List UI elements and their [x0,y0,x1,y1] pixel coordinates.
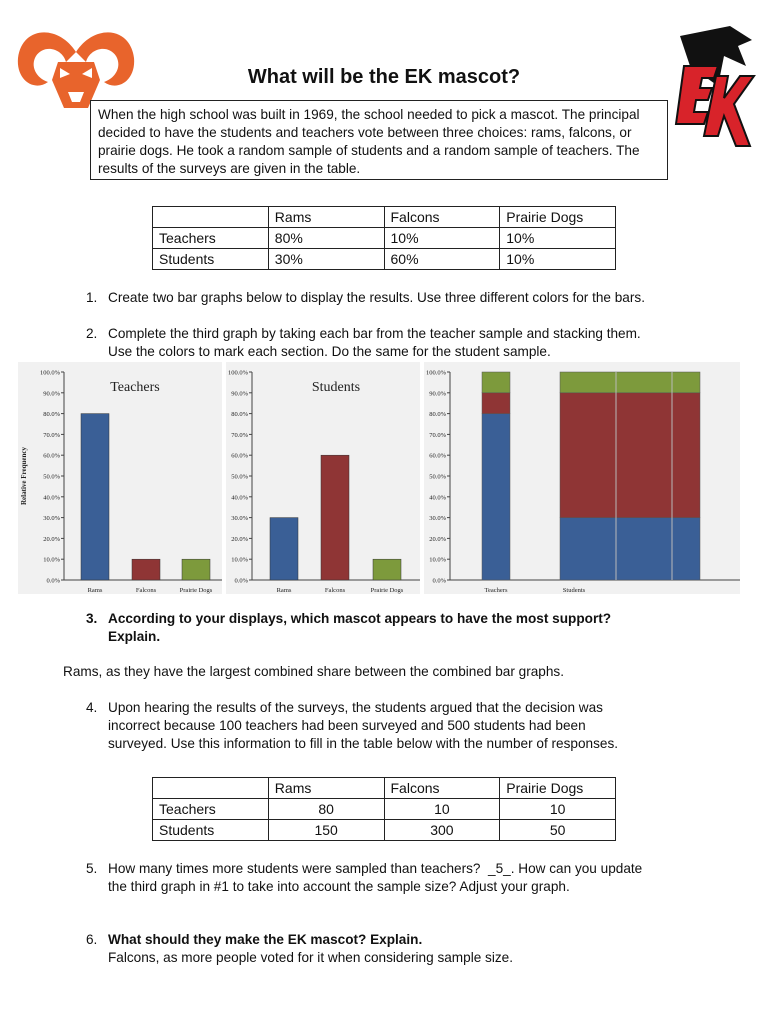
table-cell: 50 [500,820,616,841]
table-cell: Prairie Dogs [500,778,616,799]
question-number: 3. [86,611,98,626]
x-tick-label: Rams [87,587,103,594]
question-text: . How can you update [510,861,643,876]
count-table [152,777,616,841]
table-cell: 10% [384,228,500,249]
question-5 [86,860,746,896]
question-number: 1. [86,290,98,305]
stacked-bar-segment [482,393,510,414]
bar [373,559,401,580]
question-text: Complete the third graph by taking each bar from the teacher sample and stacking them. [108,326,641,341]
bar [270,518,298,580]
y-tick-label: 30.0% [429,515,446,523]
chart-title: Students [311,380,361,395]
table-cell: Teachers [153,799,269,820]
question-text: Create two bar graphs below to display the results. Use three different colors for the bars. [108,290,645,305]
chart-title: Teachers [110,380,160,395]
y-tick-label: 80.0% [429,411,446,419]
y-tick-label: 10.0% [231,556,248,564]
ek-falcon-logo [660,26,760,166]
question-1 [86,289,746,307]
table-cell: Falcons [384,207,500,228]
question-number: 6. [86,932,98,947]
table-cell: 10 [384,799,500,820]
x-tick-label: Falcons [135,587,157,594]
bar [132,559,160,580]
table-cell: Teachers [153,228,269,249]
x-tick-label: Rams [276,587,292,594]
y-tick-label: 70.0% [43,431,60,439]
percent-table [152,206,616,270]
y-tick-label: 60.0% [231,452,248,460]
y-tick-label: 60.0% [43,452,60,460]
y-tick-label: 60.0% [429,452,446,460]
table-cell: 80% [268,228,384,249]
stacked-bar-segment [482,414,510,580]
table-row [153,249,616,270]
table-cell: Prairie Dogs [500,207,616,228]
bar [321,455,349,580]
y-tick-label: 10.0% [429,556,446,564]
y-tick-label: 70.0% [429,431,446,439]
x-tick-label: Teachers [484,587,508,594]
question-number: 5. [86,861,98,876]
answer-6: Falcons, as more people voted for it when considering sample size. [108,950,513,965]
table-cell: 150 [268,820,384,841]
y-tick-label: 90.0% [43,390,60,398]
y-tick-label: 50.0% [429,473,446,481]
stacked-bar-segment [482,372,510,393]
y-tick-label: 50.0% [231,473,248,481]
table-cell: 10% [500,228,616,249]
question-4 [86,699,746,753]
table-cell: 10 [500,799,616,820]
bar-charts [0,362,768,598]
table-cell: Students [153,820,269,841]
table-cell: 300 [384,820,500,841]
x-tick-label: Students [562,587,586,594]
stacked-bar-segment [560,372,700,393]
table-row [153,820,616,841]
y-tick-label: 100.0% [425,369,446,377]
page-title: What will be the EK mascot? [247,66,521,88]
bar [81,414,109,580]
stacked-bar-segment [560,518,700,580]
question-text: How many times more students were sampled than teachers? [108,861,489,876]
y-tick-label: 20.0% [429,535,446,543]
question-text: the third graph in #1 to take into account the sample size? Adjust your graph. [108,879,570,894]
y-tick-label: 80.0% [43,411,60,419]
y-tick-label: 20.0% [231,535,248,543]
x-tick-label: Prairie Dogs [179,587,213,594]
answer-blank: _5_ [488,861,511,876]
question-text: surveyed. Use this information to fill in the table below with the number of responses. [108,736,619,751]
question-text: Upon hearing the results of the surveys, the students argued that the decision was [108,700,603,715]
y-tick-label: 10.0% [43,556,60,564]
y-tick-label: 100.0% [39,369,60,377]
y-tick-label: 0.0% [234,577,248,585]
y-tick-label: 30.0% [43,515,60,523]
y-tick-label: 40.0% [43,494,60,502]
y-tick-label: 70.0% [231,431,248,439]
table-cell: 30% [268,249,384,270]
table-cell: Falcons [384,778,500,799]
y-tick-label: 80.0% [231,411,248,419]
table-cell: 10% [500,249,616,270]
table-cell: Rams [268,778,384,799]
question-number: 2. [86,326,98,341]
question-text: Explain. [108,629,161,644]
table-cell: 80 [268,799,384,820]
y-tick-label: 90.0% [231,390,248,398]
answer-3: Rams, as they have the largest combined share between the combined bar graphs. [63,664,564,679]
question-text: According to your displays, which mascot appears to have the most support? [108,611,612,626]
stacked-bar-segment [560,393,700,518]
x-tick-label: Falcons [324,587,346,594]
y-tick-label: 20.0% [43,535,60,543]
question-3 [86,610,746,646]
table-header-row [153,778,616,799]
table-cell: Students [153,249,269,270]
table-cell: 60% [384,249,500,270]
y-tick-label: 100.0% [227,369,248,377]
table-cell [153,778,269,799]
y-tick-label: 40.0% [429,494,446,502]
bar [182,559,210,580]
question-6 [86,931,746,967]
x-tick-label: Prairie Dogs [370,587,404,594]
table-row [153,228,616,249]
y-tick-label: 0.0% [432,577,446,585]
y-tick-label: 40.0% [231,494,248,502]
y-tick-label: 90.0% [429,390,446,398]
table-header-row [153,207,616,228]
question-text: Use the colors to mark each section. Do the same for the student sample. [108,344,551,359]
y-tick-label: 50.0% [43,473,60,481]
y-tick-label: 0.0% [46,577,60,585]
question-2 [86,325,746,361]
table-cell: Rams [268,207,384,228]
table-cell [153,207,269,228]
question-text: incorrect because 100 teachers had been surveyed and 500 students had been [108,718,586,733]
question-number: 4. [86,700,98,715]
intro-paragraph: When the high school was built in 1969, the school needed to pick a mascot. The principal decided to have the students and teachers vote between three choices: rams, falcons, or prairie dogs. He took a random sample of students and a random sample of teachers. The results of the surveys are given in the table. [90,100,668,180]
y-tick-label: 30.0% [231,515,248,523]
question-text: What should they make the EK mascot? Explain. [108,932,423,947]
table-row [153,799,616,820]
y-axis-label: Relative Frequency [20,447,28,505]
